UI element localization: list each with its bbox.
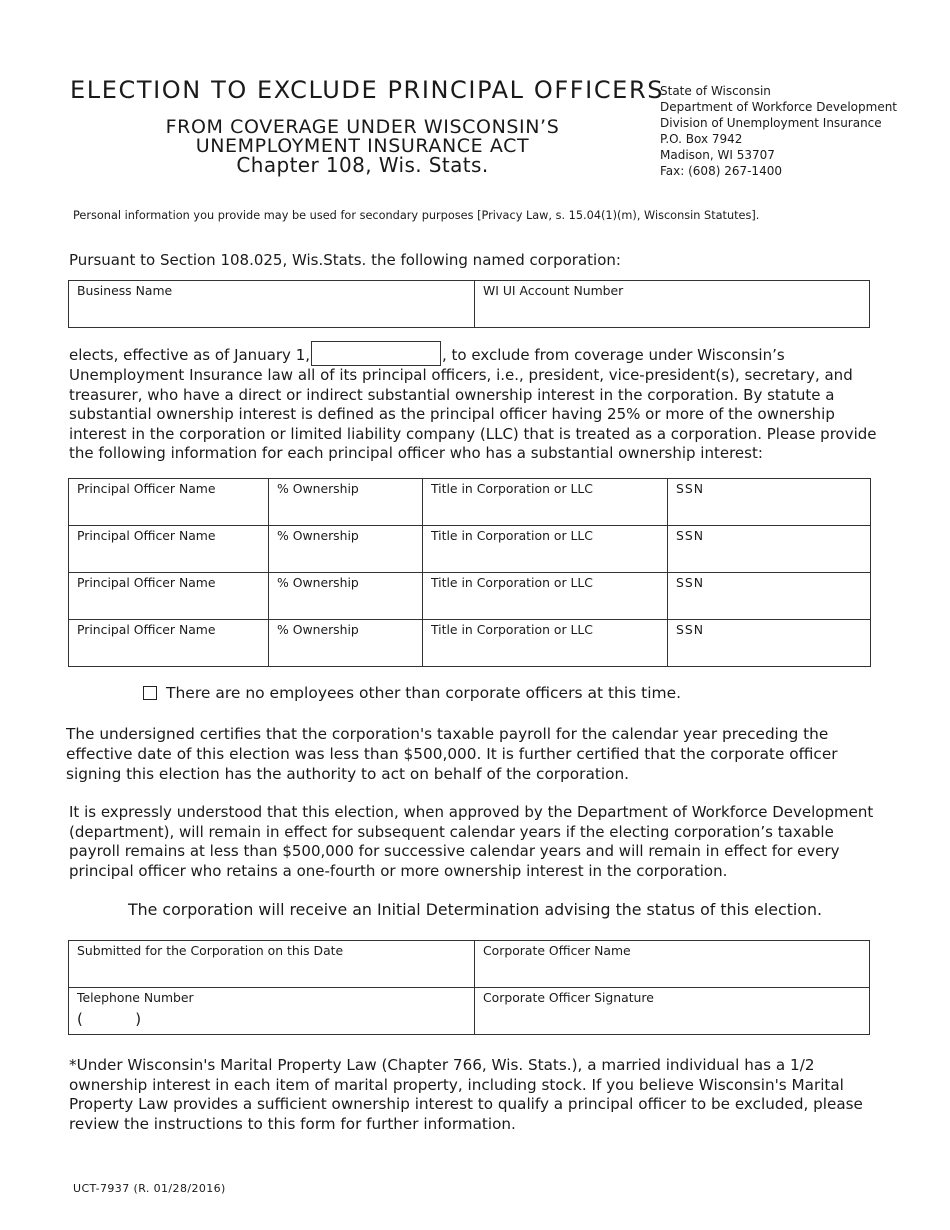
understanding-paragraph: It is expressly understood that this election, when approved by the Department of Workforce Development (department), will remain in effect for subsequent calendar years if the electing corporation’s taxable payroll remains at less than $500,000 for successive calendar years and will remain in effect for every principal officer who retains a one-fourth or more ownership interest in the corporation. (69, 803, 874, 880)
title-field[interactable] (423, 573, 668, 620)
form-number: UCT-7937 (R. 01/28/2016) (73, 1182, 226, 1195)
officer-name-label: Principal Officer Name (77, 622, 216, 637)
no-employees-checkbox[interactable] (143, 686, 157, 700)
officer-name-field[interactable] (69, 620, 269, 667)
ownership-label: % Ownership (277, 481, 359, 496)
officer-name-field[interactable] (69, 526, 269, 573)
submitted-date-field[interactable] (69, 941, 475, 988)
table-row (69, 988, 870, 1035)
business-name-field[interactable] (69, 281, 475, 328)
signature-field[interactable] (475, 988, 870, 1035)
elects-text-start: elects, effective as of January 1, (69, 346, 311, 364)
ssn-label: SSN (676, 622, 704, 637)
ownership-field[interactable] (269, 479, 423, 526)
telephone-area-code: ( ) (77, 1010, 142, 1028)
agency-line: Division of Unemployment Insurance (660, 116, 882, 130)
subtitle-line-1: FROM COVERAGE UNDER WISCONSIN’S (165, 116, 560, 138)
ownership-field[interactable] (269, 573, 423, 620)
agency-line: Department of Workforce Development (660, 100, 898, 114)
agency-line: P.O. Box 7942 (660, 132, 743, 146)
subtitle-line-2: UNEMPLOYMENT INSURANCE ACT (195, 135, 530, 157)
title-field[interactable] (423, 620, 668, 667)
telephone-field[interactable] (69, 988, 475, 1035)
ssn-label: SSN (676, 575, 704, 590)
ownership-label: % Ownership (277, 528, 359, 543)
ssn-label: SSN (676, 481, 704, 496)
ownership-field[interactable] (269, 526, 423, 573)
no-employees-option (143, 684, 681, 702)
title-label: Title in Corporation or LLC (431, 481, 593, 496)
agency-fax: Fax: (608) 267-1400 (660, 164, 782, 178)
officer-name-label: Principal Officer Name (77, 528, 216, 543)
ssn-label: SSN (676, 528, 704, 543)
title-label: Title in Corporation or LLC (431, 622, 593, 637)
title-label: Title in Corporation or LLC (431, 528, 593, 543)
form-subtitle (140, 118, 585, 175)
principal-officer-table (68, 478, 871, 667)
subtitle-line-3: Chapter 108, Wis. Stats. (236, 153, 489, 177)
officer-name-label: Principal Officer Name (77, 575, 216, 590)
account-number-label: WI UI Account Number (483, 283, 624, 298)
business-name-label: Business Name (77, 283, 173, 298)
officer-name-field[interactable] (69, 479, 269, 526)
table-row (69, 941, 870, 988)
corporate-officer-name-label: Corporate Officer Name (483, 943, 631, 958)
signature-label: Corporate Officer Signature (483, 990, 654, 1005)
account-number-field[interactable] (475, 281, 870, 328)
ownership-label: % Ownership (277, 622, 359, 637)
marital-property-note: *Under Wisconsin's Marital Property Law (Chapter 766, Wis. Stats.), a married individual has a 1/2 ownership interest in each item of marital property, including stock. If you believe Wisconsin's Marital Property Law provides a sufficient ownership interest to qualify a principal officer to be excluded, please review the instructions to this form for further information. (69, 1056, 863, 1133)
elects-text-rest: , to exclude from coverage under Wisconsin’s Unemployment Insurance law all of its principal officers, i.e., president, vice-president(s), secretary, and treasurer, who have a direct or indirect substantial ownership interest in the corporation. By statute a substantial ownership interest is defined as the principal officer having 25% or more of the ownership interest in the corporation or limited liability company (LLC) that is treated as a corporation. Please provide the following information for each principal officer who has a substantial ownership interest: (69, 346, 877, 462)
effective-date-input[interactable] (311, 341, 441, 366)
officer-name-input[interactable] (475, 941, 870, 988)
submitted-date-label: Submitted for the Corporation on this Date (77, 943, 344, 958)
telephone-label: Telephone Number (77, 990, 194, 1005)
agency-line: State of Wisconsin (660, 84, 771, 98)
certification-paragraph: The undersigned certifies that the corporation's taxable payroll for the calendar year preceding the effective date of this election was less than $500,000. It is further certified that the corporate officer signing this election has the authority to act on behalf of the corporation. (66, 725, 838, 783)
officer-name-field[interactable] (69, 573, 269, 620)
privacy-notice: Personal information you provide may be used for secondary purposes [Privacy Law, s. 15.04(1)(m), Wisconsin Statutes]. (73, 209, 760, 222)
table-row (69, 479, 871, 526)
title-field[interactable] (423, 479, 668, 526)
agency-address (660, 83, 897, 179)
table-row (69, 620, 871, 667)
ownership-field[interactable] (269, 620, 423, 667)
ownership-label: % Ownership (277, 575, 359, 590)
business-info-table (68, 280, 870, 328)
agency-line: Madison, WI 53707 (660, 148, 775, 162)
submission-table (68, 940, 870, 1035)
ssn-field[interactable] (668, 620, 871, 667)
table-row (69, 573, 871, 620)
initial-determination-notice: The corporation will receive an Initial Determination advising the status of this election. (128, 900, 822, 919)
ssn-field[interactable] (668, 573, 871, 620)
title-field[interactable] (423, 526, 668, 573)
table-row (69, 526, 871, 573)
ssn-field[interactable] (668, 526, 871, 573)
officer-name-label: Principal Officer Name (77, 481, 216, 496)
title-label: Title in Corporation or LLC (431, 575, 593, 590)
form-title: ELECTION TO EXCLUDE PRINCIPAL OFFICERS (70, 76, 665, 104)
pursuant-text: Pursuant to Section 108.025, Wis.Stats. the following named corporation: (69, 251, 621, 269)
elects-paragraph (69, 341, 884, 464)
no-employees-label: There are no employees other than corporate officers at this time. (166, 684, 682, 702)
ssn-field[interactable] (668, 479, 871, 526)
